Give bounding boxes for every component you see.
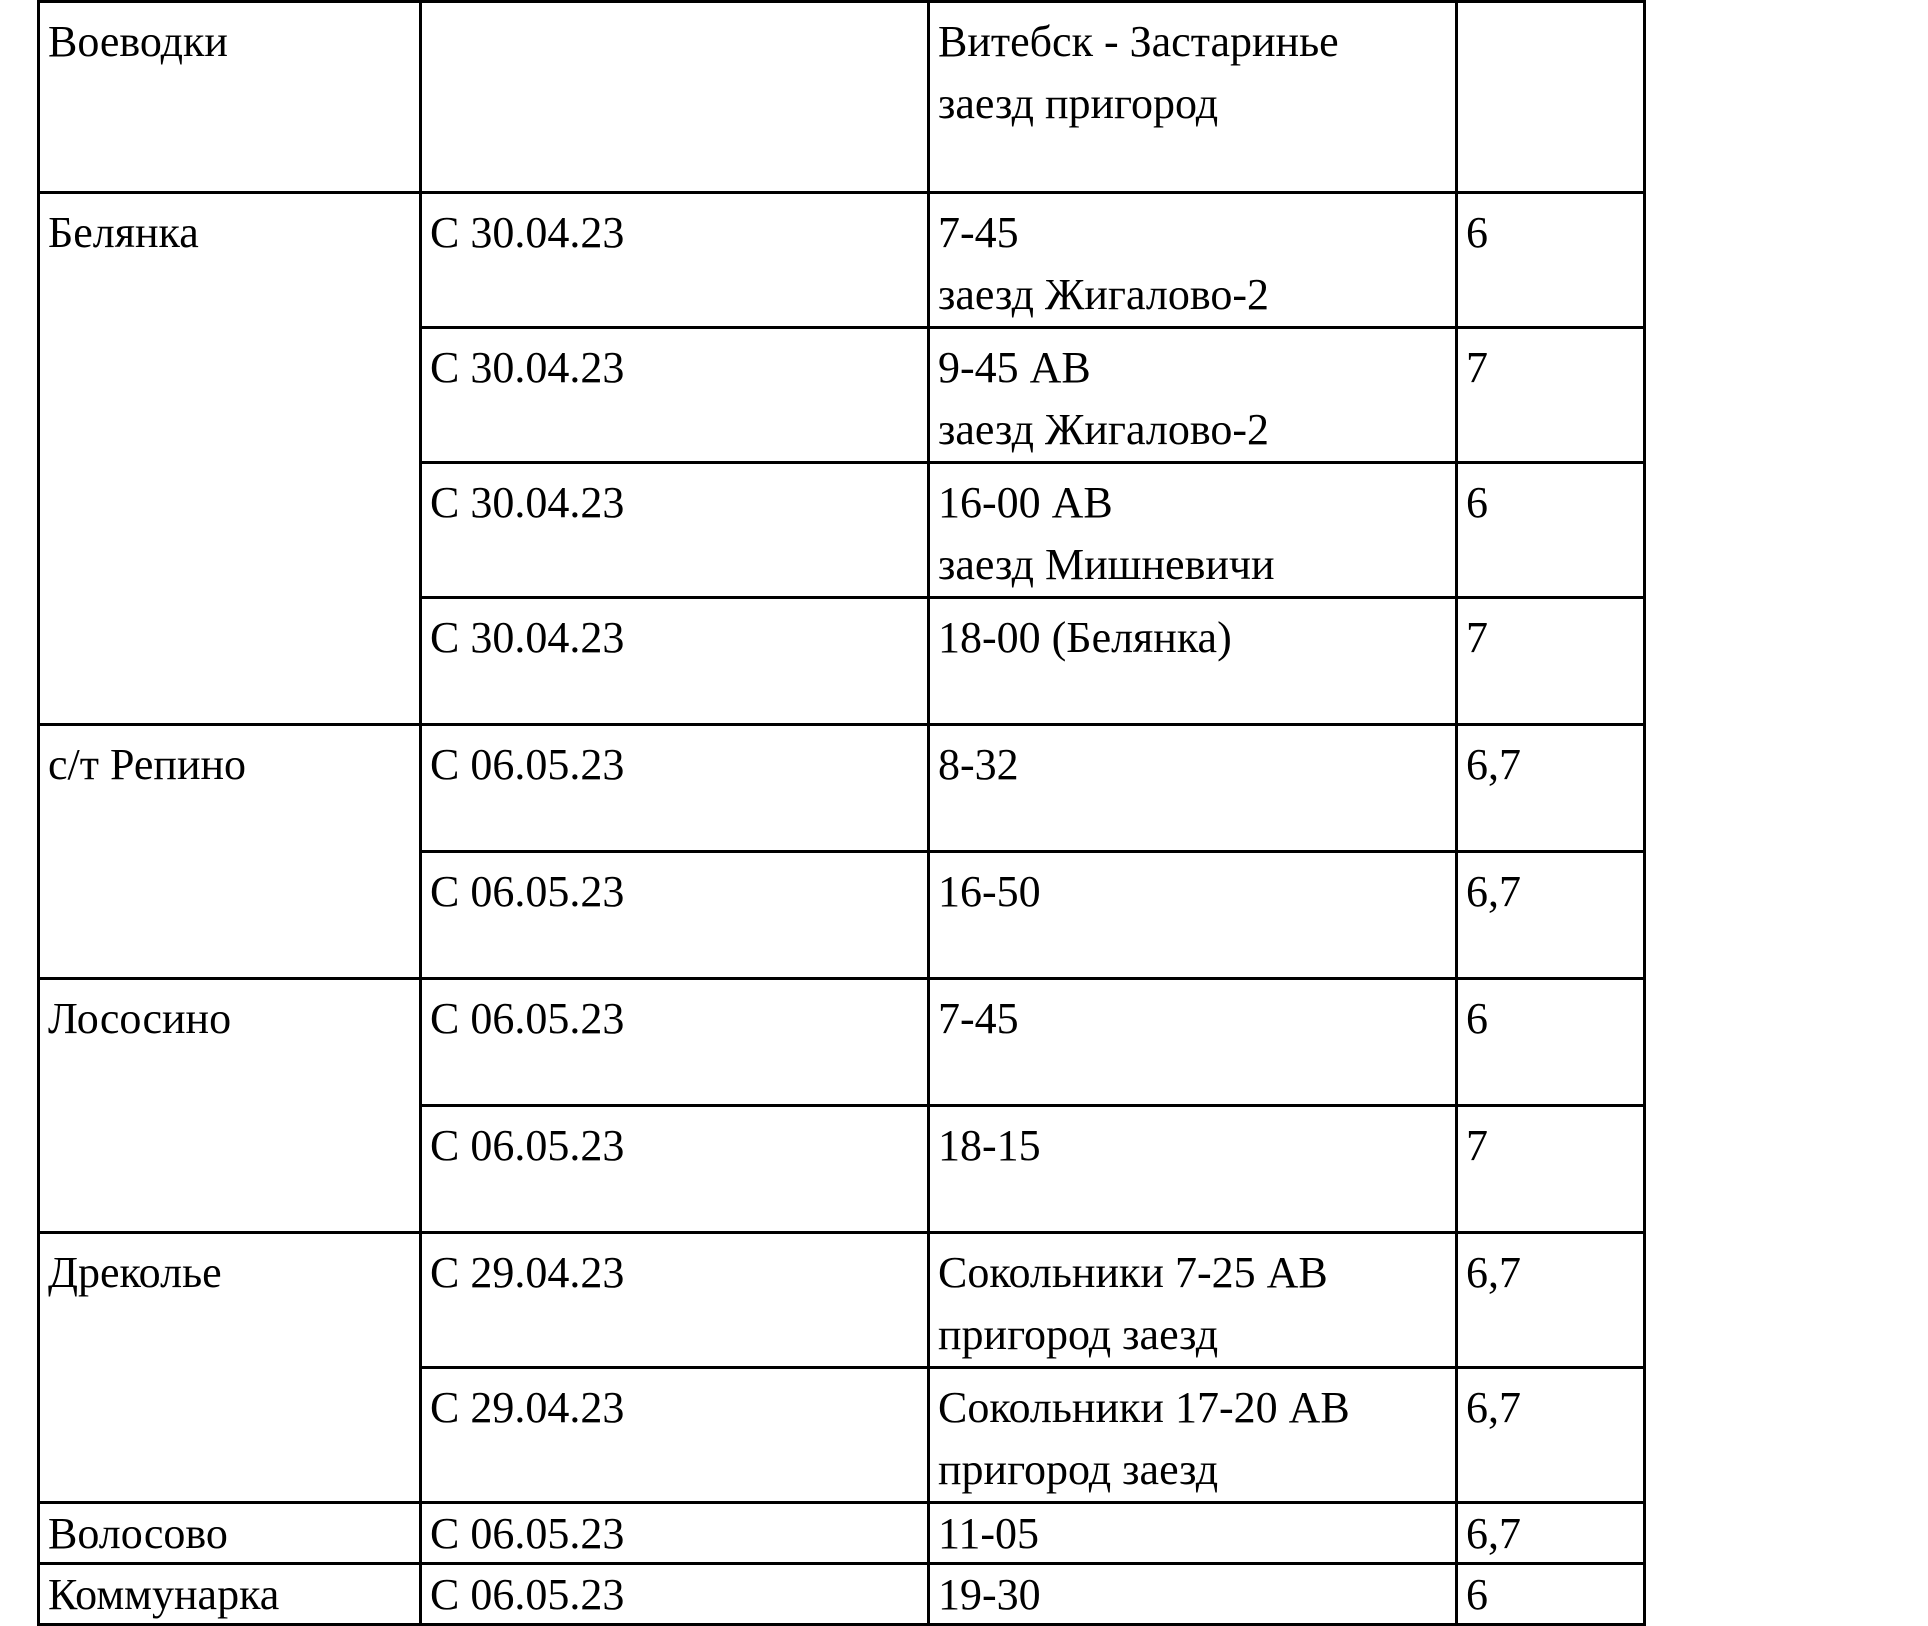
time-cell (929, 1106, 1457, 1233)
date-cell: С 30.04.23 (421, 463, 929, 598)
departure-time: 19-30 (938, 1570, 1041, 1619)
route-note: пригород заезд (938, 1445, 1219, 1494)
days-cell: 6 (1457, 979, 1645, 1106)
days-cell: 6 (1457, 1564, 1645, 1625)
days-cell: 7 (1457, 1106, 1645, 1233)
days-cell: 6,7 (1457, 1233, 1645, 1368)
departure-time: 18-15 (938, 1121, 1041, 1170)
date-cell: С 30.04.23 (421, 598, 929, 725)
departure-time: 9-45 АВ (938, 343, 1091, 392)
time-cell (929, 725, 1457, 852)
departure-time: 7-45 (938, 208, 1019, 257)
route-subtitle: заезд пригород (938, 79, 1219, 128)
days-cell: 6,7 (1457, 725, 1645, 852)
date-cell: С 06.05.23 (421, 1564, 929, 1625)
days-cell: 7 (1457, 328, 1645, 463)
table-row (39, 1233, 1645, 1368)
days-cell: 6,7 (1457, 1503, 1645, 1564)
time-cell (929, 463, 1457, 598)
header-row (39, 2, 1645, 193)
days-cell: 7 (1457, 598, 1645, 725)
route-note: заезд Мишневичи (938, 540, 1275, 589)
days-cell: 6,7 (1457, 1368, 1645, 1503)
date-cell: С 29.04.23 (421, 1368, 929, 1503)
departure-time: 16-00 АВ (938, 478, 1113, 527)
time-cell (929, 852, 1457, 979)
date-cell: С 06.05.23 (421, 852, 929, 979)
date-cell: С 06.05.23 (421, 725, 929, 852)
stop-name: Волосово (39, 1503, 421, 1564)
route-note: заезд Жигалово-2 (938, 270, 1269, 319)
stop-name: Белянка (39, 193, 421, 725)
time-cell (929, 193, 1457, 328)
table-row (39, 725, 1645, 852)
corner-label: Воеводки (39, 2, 421, 193)
date-cell: С 06.05.23 (421, 979, 929, 1106)
route-note: пригород заезд (938, 1310, 1219, 1359)
route-title: Витебск - Застаринье (938, 17, 1339, 66)
header-days-cell (1457, 2, 1645, 193)
table-row (39, 193, 1645, 328)
days-cell: 6,7 (1457, 852, 1645, 979)
stop-name: Дреколье (39, 1233, 421, 1503)
departure-time: Сокольники 17-20 АВ (938, 1383, 1350, 1432)
time-cell (929, 1503, 1457, 1564)
header-date-cell (421, 2, 929, 193)
departure-time: 8-32 (938, 740, 1019, 789)
date-cell: С 29.04.23 (421, 1233, 929, 1368)
stop-name: Лососино (39, 979, 421, 1233)
stop-name: Коммунарка (39, 1564, 421, 1625)
date-cell: С 06.05.23 (421, 1503, 929, 1564)
header-route-cell (929, 2, 1457, 193)
time-cell (929, 328, 1457, 463)
stop-name: с/т Репино (39, 725, 421, 979)
departure-time: 16-50 (938, 867, 1041, 916)
date-cell: С 30.04.23 (421, 193, 929, 328)
departure-time: 18-00 (Белянка) (938, 613, 1232, 662)
departure-time: 11-05 (938, 1509, 1040, 1558)
schedule-table (37, 0, 1646, 1626)
date-cell: С 06.05.23 (421, 1106, 929, 1233)
days-cell: 6 (1457, 463, 1645, 598)
days-cell: 6 (1457, 193, 1645, 328)
time-cell (929, 598, 1457, 725)
departure-time: 7-45 (938, 994, 1019, 1043)
departure-time: Сокольники 7-25 АВ (938, 1248, 1328, 1297)
date-cell: С 30.04.23 (421, 328, 929, 463)
table-row (39, 979, 1645, 1106)
time-cell (929, 1233, 1457, 1368)
route-note: заезд Жигалово-2 (938, 405, 1269, 454)
table-row (39, 1503, 1645, 1564)
time-cell (929, 979, 1457, 1106)
time-cell (929, 1368, 1457, 1503)
